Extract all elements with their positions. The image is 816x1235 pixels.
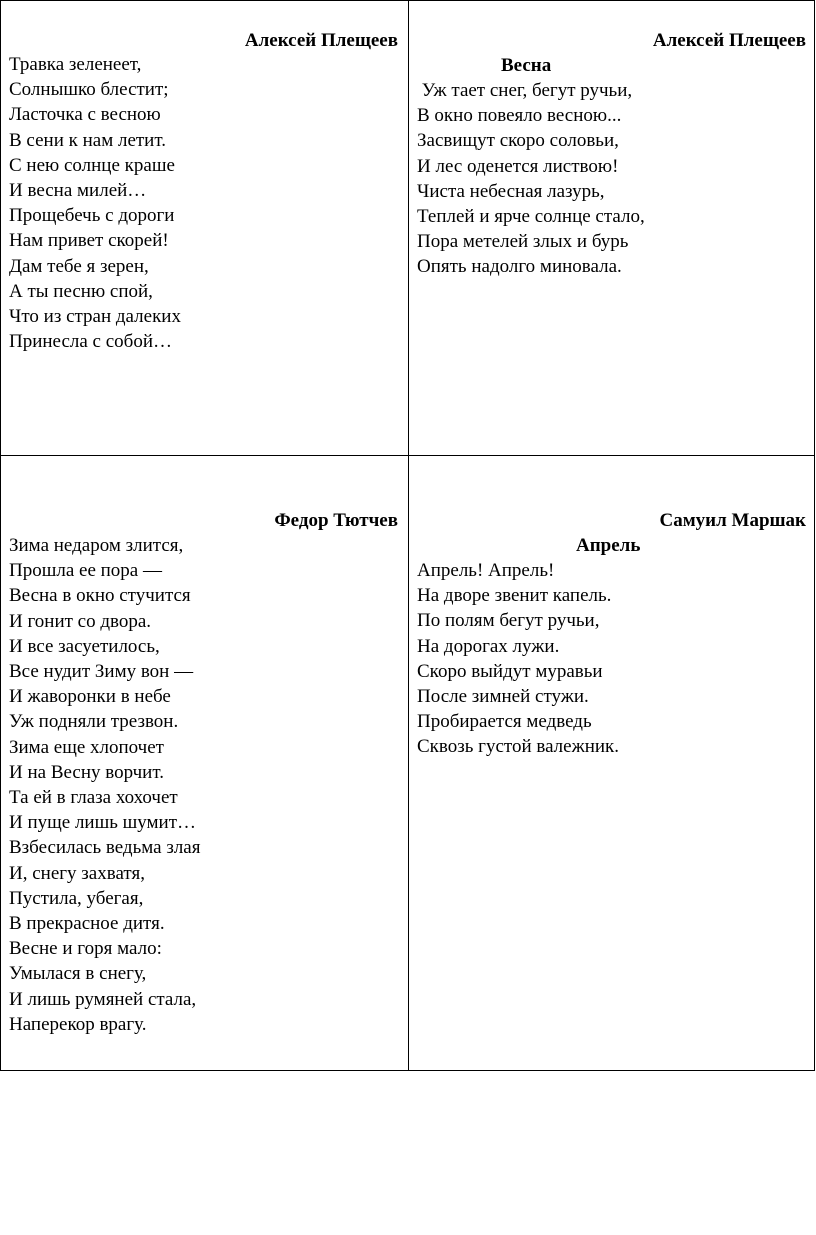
poem-line: Зима еще хлопочет xyxy=(9,736,164,758)
poem-line: На дорогах лужи. xyxy=(417,635,560,657)
poem-lines xyxy=(417,78,645,280)
poem-line: И гонит со двора. xyxy=(9,610,152,632)
poem-title: Апрель xyxy=(576,535,641,556)
poem-lines xyxy=(417,558,619,760)
poem-line: И пуще лишь шумит… xyxy=(9,812,197,834)
poem-cell-tyutchev xyxy=(1,456,409,1071)
poem-line: На дворе звенит капель. xyxy=(417,585,612,607)
poem-line: Прощебечь с дороги xyxy=(9,205,175,227)
poem-line: Пустила, убегая, xyxy=(9,887,144,909)
poem-line: Зима недаром злится, xyxy=(9,535,184,556)
poem-line: Уж подняли трезвон. xyxy=(9,711,179,733)
poem-author: Самуил Маршак xyxy=(659,510,806,531)
poem-line: Травка зеленеет, xyxy=(9,54,142,75)
poem-line: В прекрасное дитя. xyxy=(9,913,165,935)
poem-line: Опять надолго миновала. xyxy=(417,256,622,278)
poem-author: Алексей Плещеев xyxy=(244,30,398,51)
poem-line: И весна милей… xyxy=(9,180,147,202)
poem-line: С нею солнце краше xyxy=(9,154,175,176)
poem-line: И жаворонки в небе xyxy=(9,686,171,708)
poem-line: В сени к нам летит. xyxy=(9,129,166,151)
poem-line: Дам тебе я зерен, xyxy=(9,255,149,277)
poem-line: Прошла ее пора — xyxy=(9,560,162,582)
poem-line: Весна в окно стучится xyxy=(9,585,191,607)
poem-line: Теплей и ярче солнце стало, xyxy=(417,206,645,228)
poem-cell-pleshcheev-1 xyxy=(1,1,409,456)
poem-line: Умылася в снегу, xyxy=(9,963,147,985)
poem-line: Уж тает снег, бегут ручьи, xyxy=(417,80,633,101)
poem-line: И на Весну ворчит. xyxy=(9,761,164,783)
poem-line: По полям бегут ручьи, xyxy=(417,610,600,632)
poem-line: Сквозь густой валежник. xyxy=(417,736,620,758)
poem-line: Солнышко блестит; xyxy=(9,79,169,101)
poem-line: В окно повеяло весною... xyxy=(417,105,622,127)
poem-line: И, снегу захватя, xyxy=(9,862,145,884)
poem-lines xyxy=(9,533,200,1037)
poem-line: Весне и горя мало: xyxy=(9,938,162,960)
poem-line: Взбесилась ведьма злая xyxy=(9,837,201,859)
poem-line: Все нудит Зиму вон — xyxy=(9,661,194,683)
poem-line: Скоро выйдут муравьи xyxy=(417,660,603,682)
poem-line: Пора метелей злых и бурь xyxy=(417,231,629,253)
poem-line: После зимней стужи. xyxy=(417,686,589,708)
poem-line: Нам привет скорей! xyxy=(9,230,169,252)
poem-line: Засвищут скоро соловьи, xyxy=(417,130,619,152)
poem-line: И все засуетилось, xyxy=(9,635,160,657)
poem-line: Апрель! Апрель! xyxy=(417,560,555,581)
poem-author: Алексей Плещеев xyxy=(652,30,806,51)
poem-line: Ласточка с весною xyxy=(9,104,161,126)
poem-line: А ты песню спой, xyxy=(9,280,153,302)
poem-line: Что из стран далеких xyxy=(9,306,181,328)
poem-cell-marshak xyxy=(409,456,815,1071)
poem-title: Весна xyxy=(501,55,552,76)
poem-line: Пробирается медведь xyxy=(417,711,592,733)
poem-line: Принесла с собой… xyxy=(9,331,173,353)
poem-line: Чиста небесная лазурь, xyxy=(417,180,605,202)
poem-cell-pleshcheev-2 xyxy=(409,1,815,456)
poem-line: И лишь румяней стала, xyxy=(9,988,197,1010)
poem-line: И лес оденется листвою! xyxy=(417,155,619,177)
poem-author: Федор Тютчев xyxy=(274,510,398,531)
poem-line: Наперекор врагу. xyxy=(9,1013,147,1035)
poem-line: Та ей в глаза хохочет xyxy=(9,787,178,809)
poem-lines xyxy=(9,52,181,354)
